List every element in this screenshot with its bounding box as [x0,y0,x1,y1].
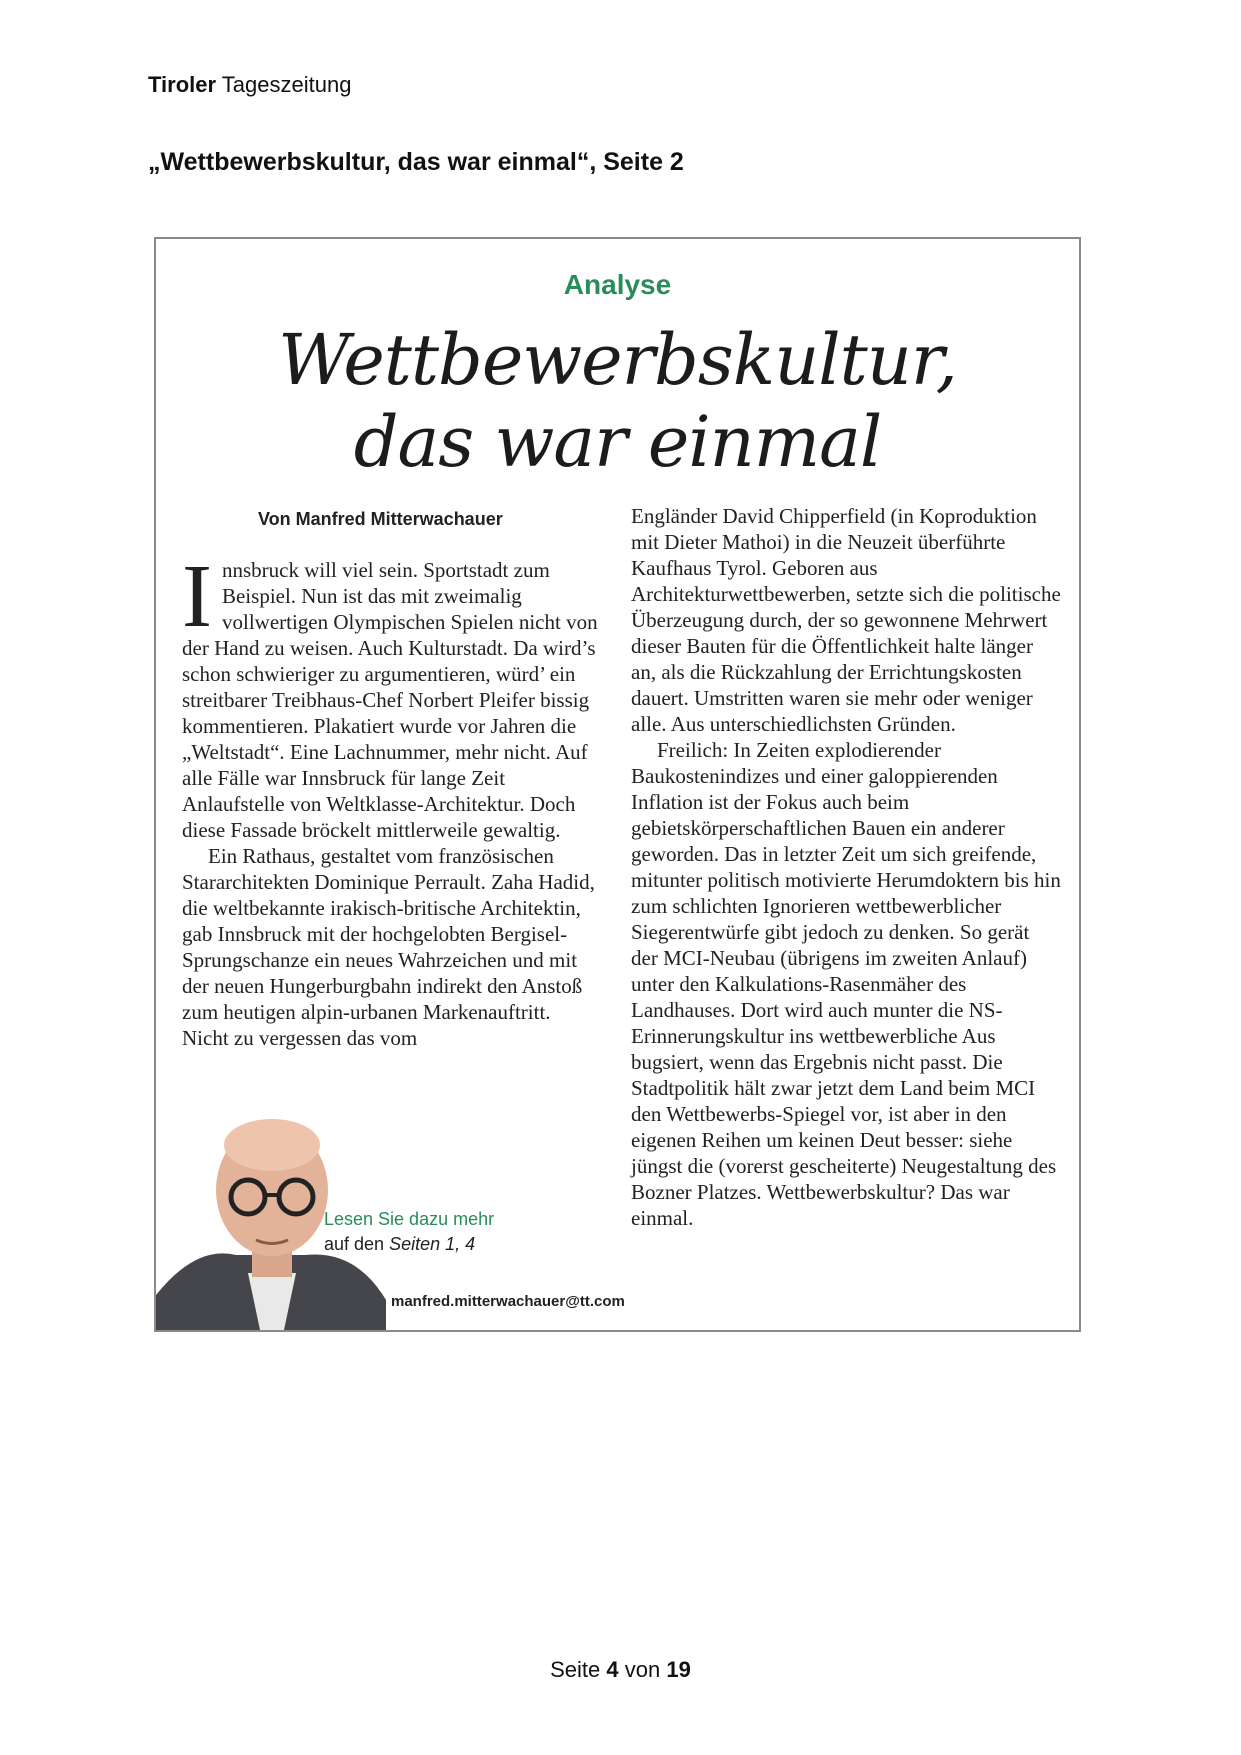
article-byline: Von Manfred Mitterwachauer [258,509,503,529]
paragraph-1 [182,547,602,843]
teaser-line-2 [324,1232,494,1257]
paragraph-3: Engländer David Chipperfield (in Koproduktion mit Dieter Mathoi) in die Neuzeit überführte Kaufhaus Tyrol. Geboren aus Architekturwettbewerben, setzte sich die politische Überzeugung durch, der so gewonnene Mehrwert dieser Bauten für die Öffentlichkeit halte länger an, als die Rückzahlung der Errichtungskosten dauert. Umstritten waren sie mehr oder weniger alle. Aus unterschiedlichsten Gründen. [631,504,1061,736]
brand-rest: Tageszeitung [221,72,352,97]
teaser-pages: Seiten 1, 4 [389,1234,476,1254]
document-header [148,72,351,98]
page-footer [0,1657,1241,1683]
headline-line-2: das war einmal [353,401,882,483]
clipping-subheading: „Wettbewerbskultur, das war einmal“, Seite 2 [148,148,684,176]
teaser-box [324,1207,494,1257]
footer-prefix: Seite [550,1657,601,1682]
article-column-left [182,547,602,1051]
teaser-line-1: Lesen Sie dazu mehr [324,1209,495,1229]
article-kicker: Analyse [563,269,672,300]
paragraph-1-text: nnsbruck will viel sein. Sportstadt zum Beispiel. Nun ist das mit zweimalig vollwertigen Olympischen Spielen nicht von der Hand zu weisen. Auch Kulturstadt. Da wird’s schon schwieriger zu argumentieren, würd’ ein streitbarer Treibhaus-Chef Norbert Pleifer bissig kommentieren. Plakatiert wurde vor Jahren die „Weltstadt“. Eine Lachnummer, mehr nicht. Auf alle Fälle war Innsbruck für lange Zeit Anlaufstelle von Weltklasse-Architektur. Doch diese Fassade bröckelt mittlerweile gewaltig. [182,558,598,842]
brand-bold: Tiroler [148,72,217,97]
article-column-right [631,503,1061,1231]
headline-line-1: Wettbewerbskultur, [278,319,957,401]
paragraph-4: Freilich: In Zeiten explodierender Baukostenindizes und einer galoppierenden Inflation ist der Fokus auch beim gebietskörperschaftlichen Bauen ein anderer geworden. Das in letzter Zeit um sich greifende, mitunter politisch motivierte Herumdoktern bis hin zum schlichten Ignorieren wettbewerblicher Siegerentwürfe gibt jedoch zu denken. So gerät der MCI-Neubau (übrigens im zweiten Anlauf) unter den Kalkulations-Rasenmäher des Landhauses. Dort wird auch munter die NS-Erinnerungskultur ins wettbewerbliche Aus bugsiert, wenn das Ergebnis nicht passt. Die Stadtpolitik hält zwar jetzt dem Land beim MCI den Wettbewerbs-Spiegel vor, ist aber in den eigenen Reihen um keinen Deut besser: siehe jüngst die (vorerst gescheiterte) Neugestaltung des Bozner Platzes. Wettbewerbskultur? Das war einmal. [631,738,1061,1230]
teaser-prefix: auf den [324,1234,385,1254]
article-headline [156,319,1079,483]
footer-total-pages: 19 [666,1657,691,1682]
dropcap: I [182,547,212,646]
paragraph-2-text: Ein Rathaus, gestaltet vom französischen Stararchitekten Dominique Perrault. Zaha Hadid, die weltbekannte irakisch-britische Architektin, gab Innsbruck mit der hochgelobten Bergisel-Sprungschanze ein neues Wahrzeichen und mit der neuen Hungerburgbahn indirekt den Anstoß zum heutigen alpin-urbanen Markenauftritt. Nicht zu vergessen das vom [182,844,595,1050]
author-email: manfred.mitterwachauer@tt.com [391,1293,625,1310]
paragraph-2 [182,843,602,1051]
newspaper-clipping [154,237,1081,1332]
footer-current-page: 4 [606,1657,619,1682]
footer-middle: von [624,1657,661,1682]
